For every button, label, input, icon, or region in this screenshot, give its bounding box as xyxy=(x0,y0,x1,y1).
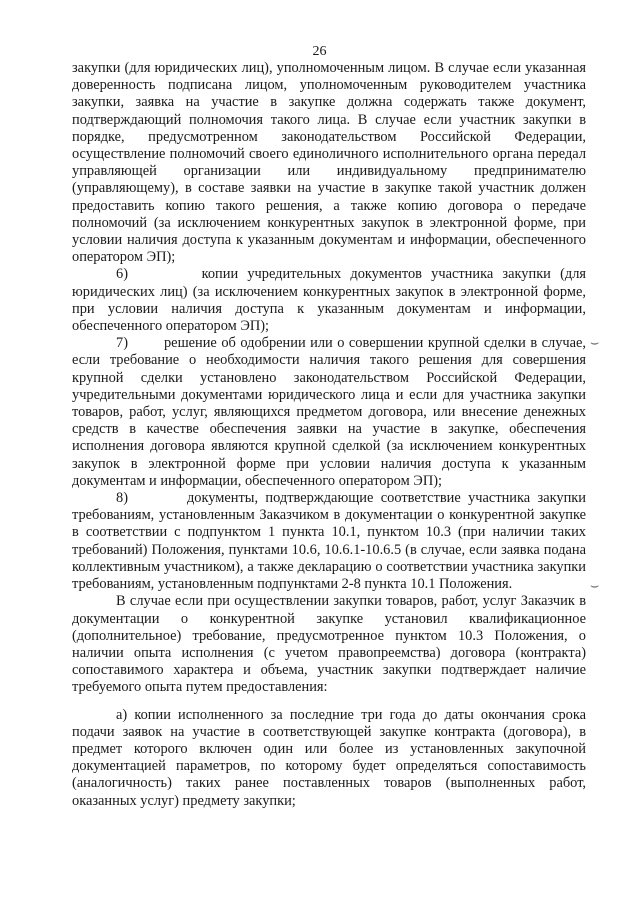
margin-mark-2: ⌣ xyxy=(590,579,600,594)
list-item-7: 7) решение об одобрении или о совершении крупной сделки в случае, если требование о необходимости наличия такого решения для совершения крупной сделки установлено законодательством Российской Федерации, учредительными документами юридического лица и если для участника закупки товаров, работ, услуг, являющихся предметом договора, или внесение денежных средств в качестве обеспечения заявки на участие в закупке, обеспечения исполнения договора являются крупной сделкой (за исключением конкурентных закупок в электронной форме при условии наличия доступа к указанным документам и информации, обеспеченного оператором ЭП); xyxy=(72,335,586,489)
page-number: 26 xyxy=(312,44,327,59)
list-item-6: 6) копии учредительных документов участника закупки (для юридических лиц) (за исключением конкурентных закупок в электронной форме, при условии наличия доступа к указанным документам и информации, обеспеченного оператором ЭП); xyxy=(72,266,586,335)
paragraph-continuation: закупки (для юридических лиц), уполномоченным лицом. В случае если указанная доверенность подписана лицом, уполномоченным руководителем участника закупки, заявка на участие в закупке должна содержать также документ, подтверждающий полномочия такого лица. В случае если участник закупки в порядке, предусмотренном законодательством Российской Федерации, осуществление полномочий своего единоличного исполнительного органа передал управляющей организации или индивидуальному предпринимателю (управляющему), в составе заявки на участие в закупке такой участник должен предоставить копию такого решения, а также копию договора о передаче полномочий (за исключением конкурентных закупок в электронной форме, при условии наличия доступа к указанным документам и информации, обеспеченного оператором ЭП); xyxy=(72,60,586,266)
list-item-8: 8) документы, подтверждающие соответствие участника закупки требованиям, установленным Заказчиком в документации о конкурентной закупке в соответствии с подпунктом 1 пункта 10.1, пунктом 10.3 (при наличии таких требований) Положения, пунктами 10.6, 10.6.1-10.6.5 (в случае, если заявка подана коллективным участником), а также декларацию о соответствии участника закупки требованиям, установленным подпунктами 2-8 пункта 10.1 Положения. xyxy=(72,490,586,593)
document-body xyxy=(72,60,586,810)
paragraph-experience: В случае если при осуществлении закупки товаров, работ, услуг Заказчик в документации о конкурентной закупке установил квалификационное (дополнительное) требование, предусмотренное пунктом 10.3 Положения, о наличии опыта исполнения (с учетом правопреемства) договора (контракта) сопоставимого характера и объема, участник закупки подтверждает наличие требуемого опыта путем предоставления: xyxy=(72,593,586,696)
subitem-a: а) копии исполненного за последние три года до даты окончания срока подачи заявок на участие в соответствующей закупке контракта (договора), в предмет которого включен один или более из установленных закупочной документацией параметров, по которому будет определяться сопоставимость (аналогичность) таких ранее поставленных товаров (выполненных работ, оказанных услуг) предмету закупки; xyxy=(72,706,586,809)
margin-mark-1: ⌣ xyxy=(590,336,600,351)
